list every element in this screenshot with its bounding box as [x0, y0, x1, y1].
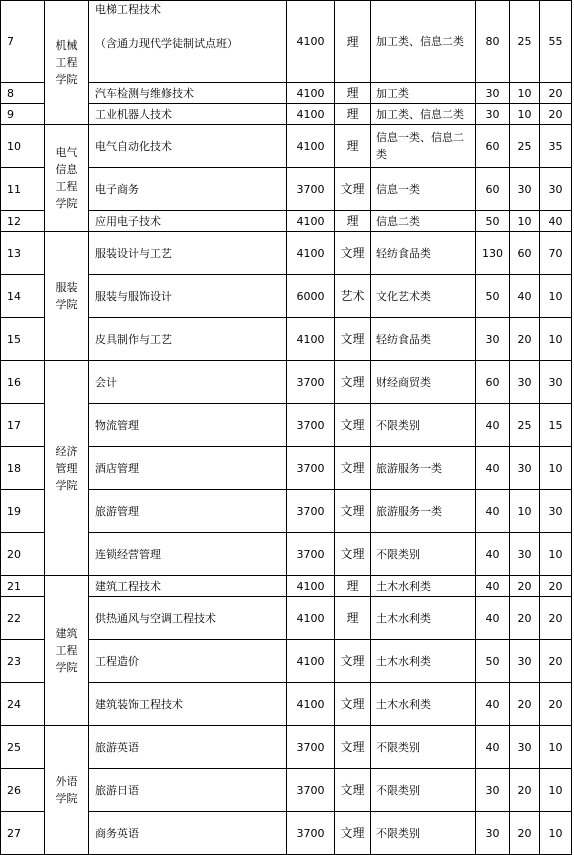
major-cell — [89, 490, 287, 533]
row-number-cell: 16 — [1, 361, 45, 404]
category-cell: 信息二类 — [371, 211, 476, 232]
college-name: 服装 学院 — [55, 281, 78, 311]
college-name: 电气 信息 工程 学院 — [55, 146, 78, 210]
quota-a-cell: 30 — [510, 447, 540, 490]
major-name: 物流管理 — [95, 418, 139, 432]
table-row — [1, 726, 572, 769]
category-cell: 不限类别 — [371, 726, 476, 769]
quota-b-cell: 20 — [540, 683, 572, 726]
table-body — [1, 1, 572, 855]
category-cell: 旅游服务一类 — [371, 490, 476, 533]
subject-cell: 艺术 — [335, 275, 371, 318]
major-name: 会计 — [95, 375, 117, 389]
category-cell: 轻纺食品类 — [371, 318, 476, 361]
category-cell: 信息一类、信息二类 — [371, 125, 476, 168]
quota-a-cell: 25 — [510, 404, 540, 447]
quota-b-cell: 70 — [540, 232, 572, 275]
subject-cell: 文理 — [335, 726, 371, 769]
fee-cell: 3700 — [287, 726, 335, 769]
table-row — [1, 576, 572, 597]
category-cell: 旅游服务一类 — [371, 447, 476, 490]
major-cell — [89, 769, 287, 812]
subject-cell: 文理 — [335, 361, 371, 404]
college-cell — [45, 576, 89, 726]
quota-a-cell: 30 — [510, 168, 540, 211]
college-name: 经济 管理 学院 — [55, 444, 78, 492]
fee-cell: 3700 — [287, 533, 335, 576]
quota-a-cell: 25 — [510, 125, 540, 168]
major-name: 电梯工程技术 — [95, 3, 161, 16]
category-cell: 土木水利类 — [371, 640, 476, 683]
total-cell: 40 — [476, 490, 510, 533]
quota-a-cell: 60 — [510, 232, 540, 275]
college-name: 建筑 工程 学院 — [55, 627, 78, 674]
total-cell: 30 — [476, 83, 510, 104]
row-number-cell: 11 — [1, 168, 45, 211]
quota-a-cell: 40 — [510, 275, 540, 318]
total-cell: 60 — [476, 125, 510, 168]
category-cell: 加工类、信息二类 — [371, 104, 476, 125]
major-cell — [89, 125, 287, 168]
major-name: 电子商务 — [95, 182, 139, 196]
subject-cell: 理 — [335, 1, 371, 83]
major-name: 旅游管理 — [95, 504, 139, 518]
quota-b-cell: 10 — [540, 318, 572, 361]
subject-cell: 文理 — [335, 683, 371, 726]
college-name: 机械 工程 学院 — [55, 39, 78, 86]
total-cell: 40 — [476, 597, 510, 640]
row-number-cell: 10 — [1, 125, 45, 168]
college-cell — [45, 232, 89, 361]
subject-cell: 理 — [335, 104, 371, 125]
major-cell — [89, 83, 287, 104]
college-cell — [45, 1, 89, 125]
major-cell — [89, 597, 287, 640]
table-row — [1, 1, 572, 83]
quota-b-cell: 35 — [540, 125, 572, 168]
total-cell: 40 — [476, 683, 510, 726]
fee-cell: 3700 — [287, 168, 335, 211]
quota-b-cell: 20 — [540, 104, 572, 125]
quota-b-cell: 10 — [540, 726, 572, 769]
fee-cell: 3700 — [287, 447, 335, 490]
major-name: 应用电子技术 — [95, 214, 161, 228]
table-row — [1, 125, 572, 168]
total-cell: 40 — [476, 447, 510, 490]
subject-cell: 文理 — [335, 533, 371, 576]
major-name: 工程造价 — [95, 654, 139, 668]
category-cell: 文化艺术类 — [371, 275, 476, 318]
major-cell — [89, 683, 287, 726]
fee-cell: 3700 — [287, 361, 335, 404]
major-cell — [89, 318, 287, 361]
spacer — [95, 18, 284, 35]
fee-cell: 4100 — [287, 1, 335, 83]
quota-a-cell: 20 — [510, 683, 540, 726]
row-number-cell: 15 — [1, 318, 45, 361]
subject-cell: 理 — [335, 83, 371, 104]
quota-a-cell: 25 — [510, 1, 540, 83]
subject-cell: 文理 — [335, 318, 371, 361]
major-cell — [89, 104, 287, 125]
major-name: 旅游日语 — [95, 783, 139, 797]
row-number-cell: 23 — [1, 640, 45, 683]
major-cell — [89, 726, 287, 769]
row-number-cell: 13 — [1, 232, 45, 275]
quota-b-cell: 20 — [540, 640, 572, 683]
quota-b-cell: 10 — [540, 812, 572, 855]
quota-a-cell: 10 — [510, 490, 540, 533]
total-cell: 30 — [476, 812, 510, 855]
total-cell: 30 — [476, 104, 510, 125]
category-cell: 土木水利类 — [371, 683, 476, 726]
subject-cell: 理 — [335, 597, 371, 640]
quota-b-cell: 30 — [540, 361, 572, 404]
category-cell: 土木水利类 — [371, 597, 476, 640]
major-cell — [89, 232, 287, 275]
fee-cell: 4100 — [287, 597, 335, 640]
major-cell — [89, 533, 287, 576]
fee-cell: 3700 — [287, 490, 335, 533]
fee-cell: 4100 — [287, 211, 335, 232]
quota-b-cell: 20 — [540, 83, 572, 104]
subject-cell: 文理 — [335, 812, 371, 855]
quota-a-cell: 10 — [510, 211, 540, 232]
row-number-cell: 9 — [1, 104, 45, 125]
quota-a-cell: 10 — [510, 83, 540, 104]
fee-cell: 4100 — [287, 83, 335, 104]
category-cell: 加工类 — [371, 83, 476, 104]
subject-cell: 文理 — [335, 404, 371, 447]
category-cell: 不限类别 — [371, 812, 476, 855]
row-number-cell: 22 — [1, 597, 45, 640]
quota-a-cell: 30 — [510, 361, 540, 404]
subject-cell: 文理 — [335, 490, 371, 533]
quota-a-cell: 20 — [510, 576, 540, 597]
quota-b-cell: 10 — [540, 275, 572, 318]
fee-cell: 3700 — [287, 812, 335, 855]
major-cell — [89, 812, 287, 855]
fee-cell: 4100 — [287, 232, 335, 275]
total-cell: 130 — [476, 232, 510, 275]
major-cell — [89, 361, 287, 404]
fee-cell: 4100 — [287, 318, 335, 361]
row-number-cell: 7 — [1, 1, 45, 83]
category-cell: 财经商贸类 — [371, 361, 476, 404]
table-row — [1, 361, 572, 404]
quota-b-cell: 10 — [540, 533, 572, 576]
quota-a-cell: 30 — [510, 533, 540, 576]
college-cell — [45, 726, 89, 855]
quota-b-cell: 10 — [540, 769, 572, 812]
row-number-cell: 27 — [1, 812, 45, 855]
fee-cell: 6000 — [287, 275, 335, 318]
category-cell: 信息一类 — [371, 168, 476, 211]
subject-cell: 文理 — [335, 769, 371, 812]
subject-cell: 文理 — [335, 232, 371, 275]
major-name: 电气自动化技术 — [95, 139, 172, 153]
subject-cell: 理 — [335, 125, 371, 168]
quota-b-cell: 20 — [540, 597, 572, 640]
major-cell — [89, 640, 287, 683]
total-cell: 30 — [476, 769, 510, 812]
college-name: 外语 学院 — [55, 775, 78, 805]
row-number-cell: 25 — [1, 726, 45, 769]
major-cell — [89, 275, 287, 318]
total-cell: 60 — [476, 168, 510, 211]
row-number-cell: 19 — [1, 490, 45, 533]
total-cell: 40 — [476, 533, 510, 576]
quota-b-cell: 20 — [540, 576, 572, 597]
major-name: 旅游英语 — [95, 740, 139, 754]
total-cell: 50 — [476, 640, 510, 683]
total-cell: 50 — [476, 275, 510, 318]
row-number-cell: 26 — [1, 769, 45, 812]
college-cell — [45, 361, 89, 576]
category-cell: 土木水利类 — [371, 576, 476, 597]
total-cell: 40 — [476, 576, 510, 597]
quota-a-cell: 20 — [510, 597, 540, 640]
row-number-cell: 17 — [1, 404, 45, 447]
fee-cell: 3700 — [287, 769, 335, 812]
major-cell — [89, 404, 287, 447]
table-row — [1, 232, 572, 275]
total-cell: 50 — [476, 211, 510, 232]
quota-b-cell: 55 — [540, 1, 572, 83]
major-name: 建筑工程技术 — [95, 579, 161, 593]
major-name: 商务英语 — [95, 826, 139, 840]
row-number-cell: 18 — [1, 447, 45, 490]
fee-cell: 4100 — [287, 104, 335, 125]
quota-a-cell: 20 — [510, 318, 540, 361]
total-cell: 40 — [476, 404, 510, 447]
total-cell: 30 — [476, 318, 510, 361]
quota-b-cell: 30 — [540, 490, 572, 533]
major-cell — [89, 168, 287, 211]
major-name: 服装与服饰设计 — [95, 289, 172, 303]
quota-a-cell: 20 — [510, 812, 540, 855]
major-cell — [89, 211, 287, 232]
category-cell: 轻纺食品类 — [371, 232, 476, 275]
major-name: 连锁经营管理 — [95, 547, 161, 561]
major-name: 酒店管理 — [95, 461, 139, 475]
major-cell — [89, 447, 287, 490]
subject-cell: 理 — [335, 211, 371, 232]
total-cell: 40 — [476, 726, 510, 769]
row-number-cell: 20 — [1, 533, 45, 576]
category-cell: 不限类别 — [371, 533, 476, 576]
fee-cell: 4100 — [287, 576, 335, 597]
quota-b-cell: 30 — [540, 168, 572, 211]
fee-cell: 4100 — [287, 683, 335, 726]
quota-a-cell: 20 — [510, 769, 540, 812]
major-name: 汽车检测与维修技术 — [95, 86, 194, 100]
category-cell: 加工类、信息二类 — [371, 1, 476, 83]
row-number-cell: 24 — [1, 683, 45, 726]
row-number-cell: 21 — [1, 576, 45, 597]
college-cell — [45, 125, 89, 232]
quota-b-cell: 40 — [540, 211, 572, 232]
major-name: 供热通风与空调工程技术 — [95, 611, 216, 625]
major-name: 建筑装饰工程技术 — [95, 697, 183, 711]
quota-b-cell: 15 — [540, 404, 572, 447]
subject-cell: 文理 — [335, 640, 371, 683]
subject-cell: 文理 — [335, 447, 371, 490]
quota-b-cell: 10 — [540, 447, 572, 490]
major-name: 工业机器人技术 — [95, 107, 172, 121]
fee-cell: 4100 — [287, 640, 335, 683]
major-cell — [89, 1, 287, 83]
subject-cell: 理 — [335, 576, 371, 597]
quota-a-cell: 30 — [510, 640, 540, 683]
row-number-cell: 14 — [1, 275, 45, 318]
category-cell: 不限类别 — [371, 404, 476, 447]
total-cell: 60 — [476, 361, 510, 404]
row-number-cell: 8 — [1, 83, 45, 104]
subject-cell: 文理 — [335, 168, 371, 211]
total-cell: 80 — [476, 1, 510, 83]
row-number-cell: 12 — [1, 211, 45, 232]
quota-a-cell: 30 — [510, 726, 540, 769]
category-cell: 不限类别 — [371, 769, 476, 812]
fee-cell: 4100 — [287, 125, 335, 168]
major-note: （含通力现代学徒制试点班） — [95, 37, 238, 50]
fee-cell: 3700 — [287, 404, 335, 447]
major-name: 皮具制作与工艺 — [95, 332, 172, 346]
quota-a-cell: 10 — [510, 104, 540, 125]
major-name: 服装设计与工艺 — [95, 246, 172, 260]
major-cell — [89, 576, 287, 597]
